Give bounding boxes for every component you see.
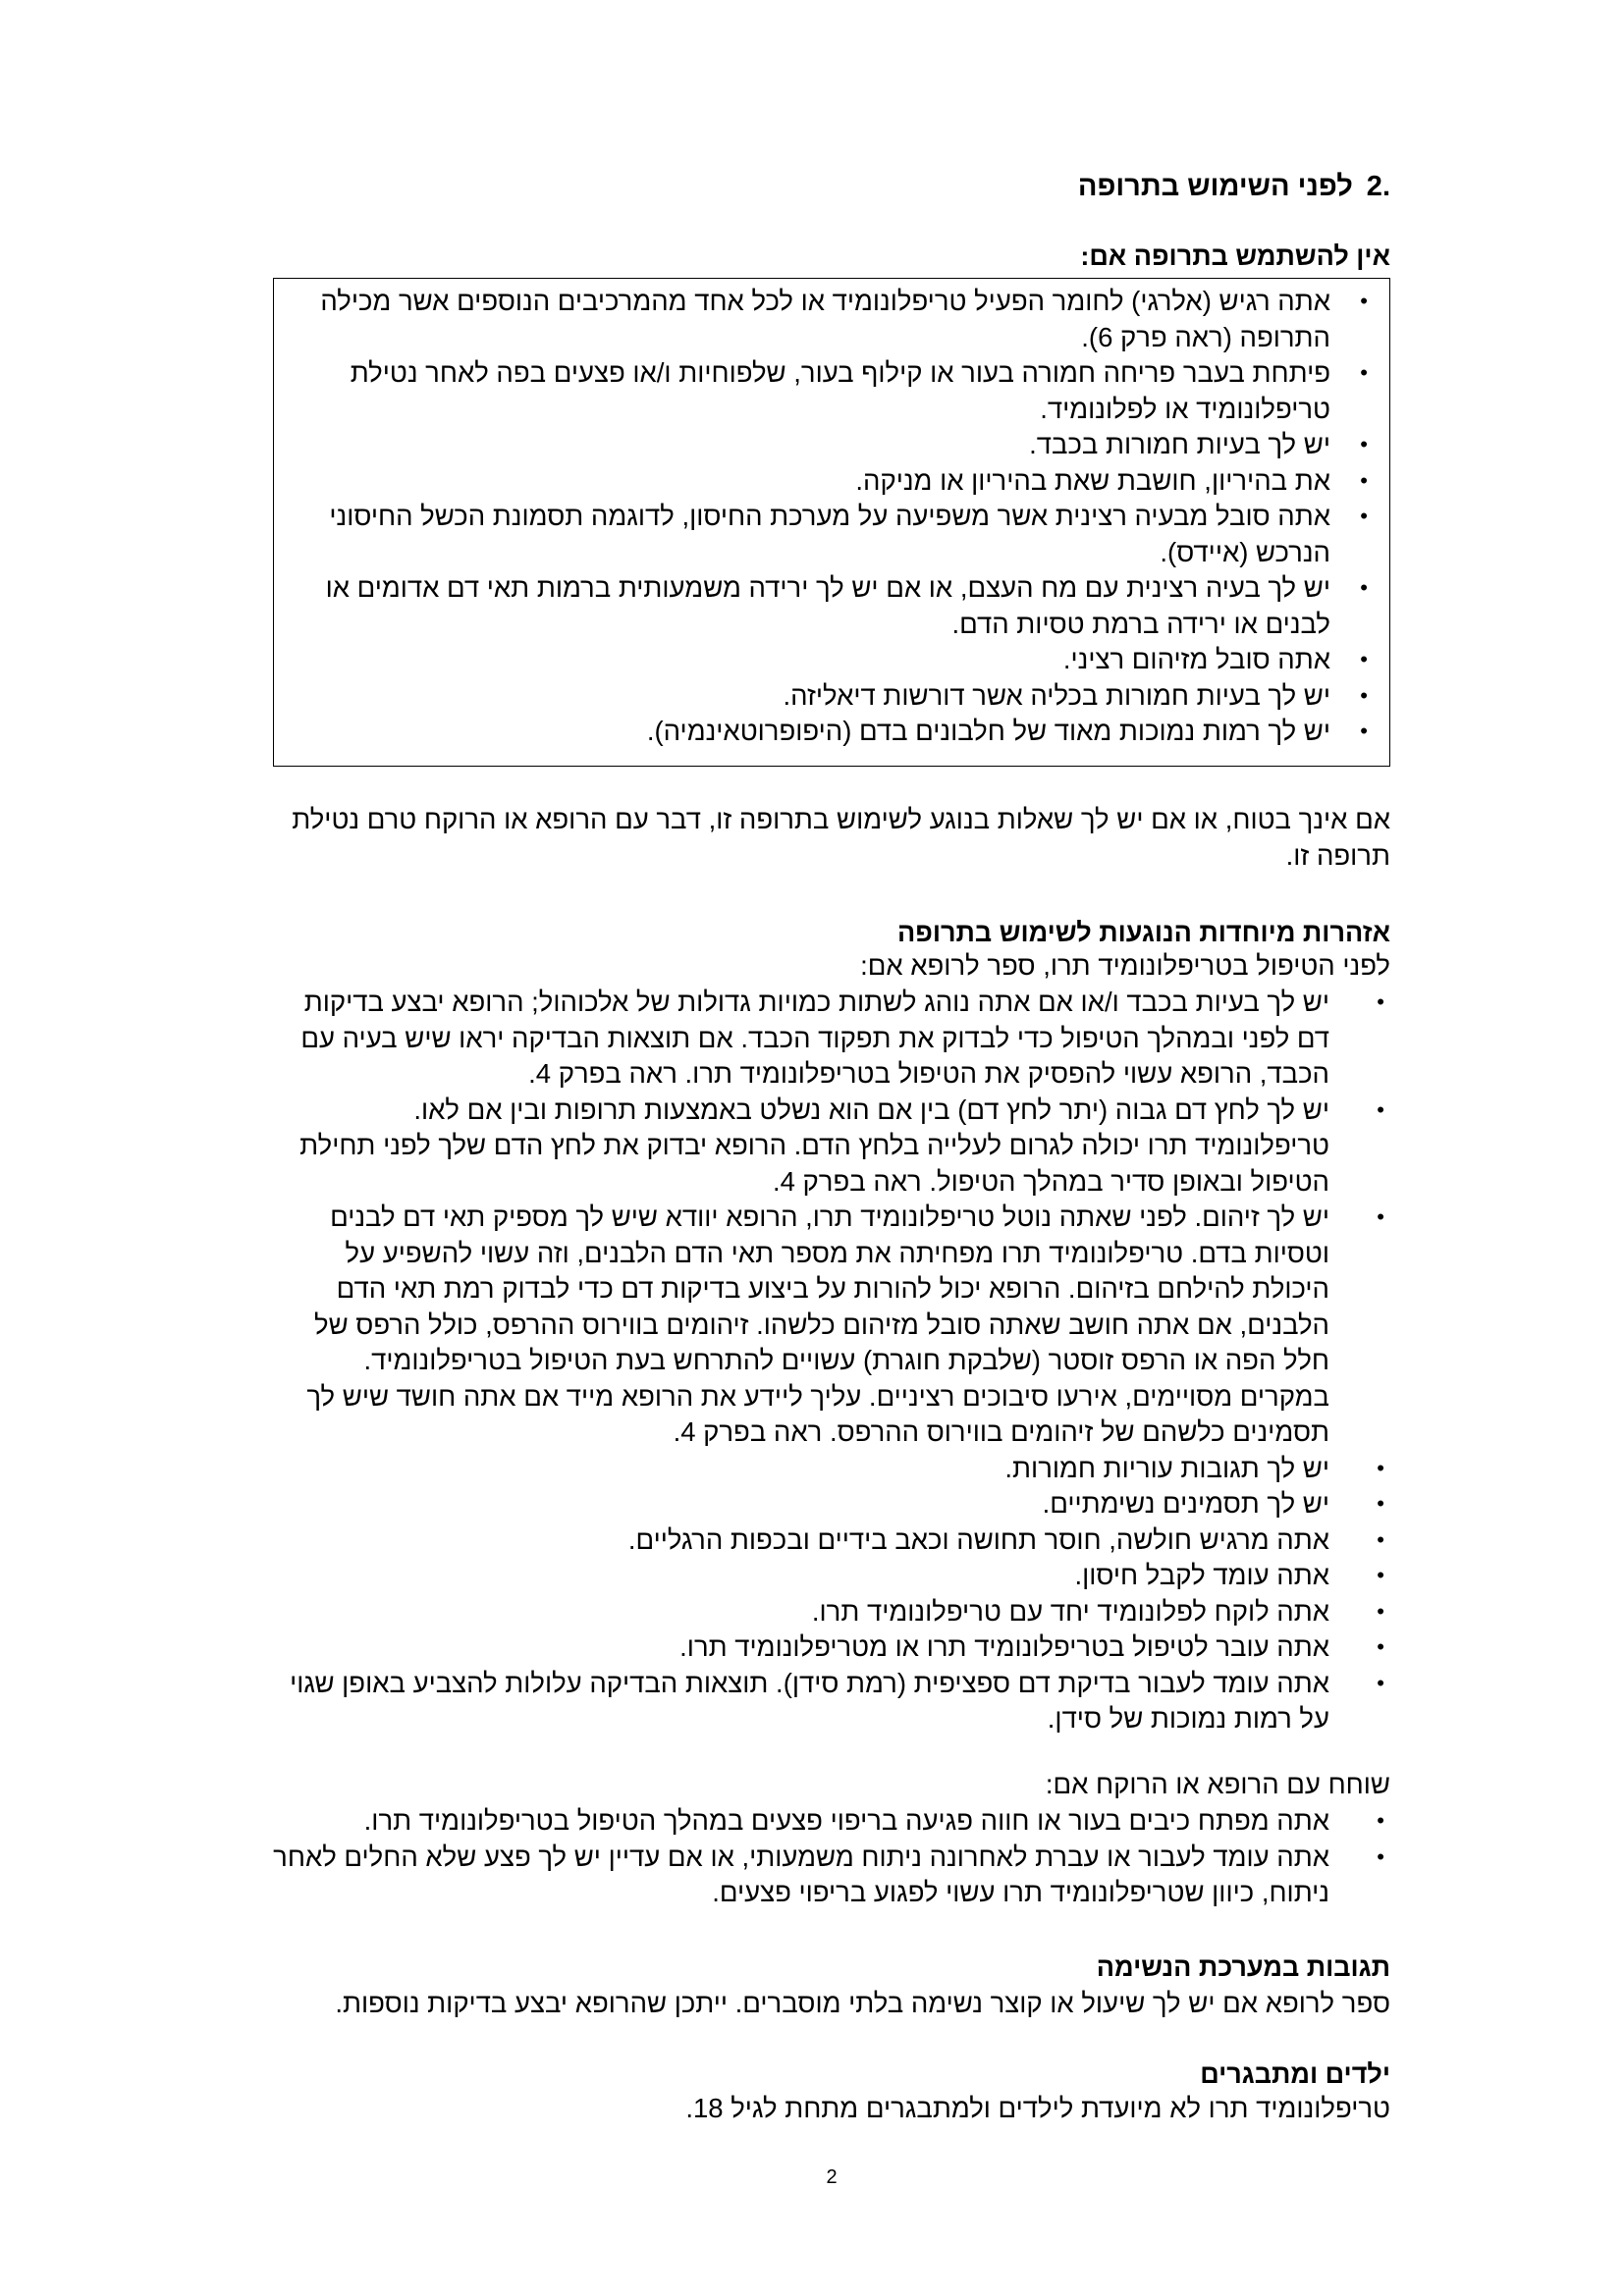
list-item: [273, 1451, 1390, 1487]
list-item-text: יש לך תסמינים נשימתיים.: [1042, 1488, 1329, 1519]
bullet-icon: •: [1377, 1204, 1384, 1229]
bullet-icon: •: [1360, 504, 1368, 528]
section-title: לפני השימוש בתרופה: [1077, 171, 1353, 202]
bullet-icon: •: [1377, 1808, 1384, 1833]
list-item: [273, 1803, 1390, 1840]
list-item-text: אתה סובל מבעיה רצינית אשר משפיעה על מערכת החיסון, לדוגמה תסמונת הכשל החיסוני הנרכש (איידס).: [329, 501, 1330, 567]
talk-doctor-list-block: [273, 1803, 1390, 1911]
list-item: [273, 1522, 1390, 1559]
list-item-text: אתה עומד לקבל חיסון.: [1074, 1560, 1329, 1590]
list-item: [273, 1093, 1390, 1201]
talk-doctor-intro: שוחח עם הרופא או הרוקח אם:: [1045, 1769, 1390, 1799]
list-item: [273, 985, 1390, 1093]
list-item-text: יש לך לחץ דם גבוה (יתר לחץ דם) בין אם הוא נשלט באמצעות תרופות ובין אם לאו. טריפלונומיד תרו יכולה לגרום לעלייה בלחץ הדם. הרופא יבדוק את לחץ הדם שלך לפני תחילת הטיפול ובאופן סדיר במהלך הטיפול. ראה בפרק 4.: [299, 1094, 1329, 1197]
bullet-icon: •: [1377, 1563, 1384, 1587]
list-item: [286, 714, 1368, 750]
list-item: [286, 678, 1368, 715]
bullet-icon: •: [1377, 1634, 1384, 1659]
children-heading: ילדים ומתבגרים: [1200, 2059, 1390, 2089]
bullet-icon: •: [1360, 360, 1368, 385]
list-item-text: אתה עומד לעבור בדיקת דם ספציפית (רמת סידן). תוצאות הבדיקה עלולות להצביע באופן שגוי על רמות נמוכות של סידן.: [290, 1667, 1329, 1734]
bullet-icon: •: [1360, 575, 1368, 600]
list-item: [273, 1200, 1390, 1451]
list-item: [273, 1840, 1390, 1911]
respiratory-heading: תגובות במערכת הנשימה: [1096, 1952, 1390, 1982]
list-item-text: אתה עובר לטיפול בטריפלונומיד תרו או מטריפלונומיד תרו.: [679, 1631, 1329, 1662]
contraindications-list: [286, 284, 1368, 750]
list-item-text: אתה עומד לעבור או עברת לאחרונה ניתוח משמעותי, או אם עדיין יש לך פצע שלא החלים לאחר ניתוח, כיוון שטריפלונומיד תרו עשוי לפגוע בריפוי פצעים.: [273, 1841, 1329, 1907]
unsure-paragraph: אם אינך בטוח, או אם יש לך שאלות בנוגע לשימוש בתרופה זו, דבר עם הרופא או הרוקח טרם נטילת תרופה זו.: [292, 804, 1390, 871]
list-item-text: אתה רגיש (אלרגי) לחומר הפעיל טריפלונומיד או לכל אחד מהמרכיבים הנוספים אשר מכילה התרופה (ראה פרק 6).: [320, 286, 1330, 352]
bullet-icon: •: [1360, 467, 1368, 493]
list-item: [286, 499, 1368, 570]
warnings-list: [273, 985, 1390, 1737]
bullet-icon: •: [1377, 1843, 1384, 1869]
bullet-icon: •: [1377, 989, 1384, 1014]
list-item: [273, 1594, 1390, 1630]
list-item: [286, 570, 1368, 642]
children-text: טריפלונומיד תרו לא מיועדת לילדים ולמתבגרים מתחת לגיל 18.: [685, 2093, 1390, 2123]
list-item-text: יש לך תגובות עוריות חמורות.: [1004, 1452, 1329, 1483]
section-number: .2: [1366, 171, 1390, 202]
do-not-use-heading: אין להשתמש בתרופה אם:: [1080, 241, 1390, 271]
list-item-text: יש לך בעיה רצינית עם מח העצם, או אם יש לך ירידה משמעותית ברמות תאי דם אדומים או לבנים או ירידה ברמת טסיות הדם.: [325, 572, 1330, 639]
talk-doctor-list: [273, 1803, 1390, 1911]
list-item-text: יש לך בעיות בכבד ו/או אם אתה נוהג לשתות כמויות גדולות של אלכוהול; הרופא יבצע בדיקות דם לפני ובמהלך הטיפול כדי לבדוק את תפקוד הכבד. אם תוצאות הבדיקה יראו שיש בעיה עם הכבד, הרופא עשוי להפסיק את הטיפול בטריפלונומיד תרו. ראה בפרק 4.: [300, 987, 1329, 1089]
list-item-text: אתה סובל מזיהום רציני.: [1062, 644, 1330, 674]
list-item: [286, 427, 1368, 463]
bullet-icon: •: [1360, 289, 1368, 313]
bullet-icon: •: [1360, 682, 1368, 708]
list-item-text: יש לך זיהום. לפני שאתה נוטל טריפלונומיד תרו, הרופא יוודא שיש לך מספיק תאי דם לבנים וטסיות בדם. טריפלונומיד תרו מפחיתה את מספר תאי הדם הלבנים, וזה עשוי להשפיע על היכולת להילחם בזיהום. הרופא יכול להורות על ביצוע בדיקות דם כדי לבדוק רמת תאי הדם הלבנים, אם אתה חושב שאתה סובל מזיהום כלשהו. זיהומים בווירוס ההרפס, כולל הרפס של חלל הפה או הרפס זוסטר (שלבקת חוגרת) עשויים להתרחש בעת הטיפול בטריפלונומיד. במקרים מסויימים, אירעו סיבוכים רציניים. עליך ליידע את הרופא מייד אם אתה חושד שיש לך תסמינים כלשהם של זיהומים בווירוס ההרפס. ראה בפרק 4.: [306, 1201, 1329, 1447]
contraindications-box: [273, 278, 1390, 767]
list-item: [286, 355, 1368, 427]
list-item: [273, 1666, 1390, 1737]
list-item-text: את בהיריון, חושבת שאת בהיריון או מניקה.: [855, 464, 1330, 496]
list-item: [273, 1629, 1390, 1666]
list-item-text: יש לך בעיות חמורות בכליה אשר דורשות דיאליזה.: [783, 679, 1330, 711]
page-number: 2: [826, 2166, 838, 2188]
bullet-icon: •: [1360, 719, 1368, 743]
bullet-icon: •: [1377, 1491, 1384, 1516]
section-heading: [1078, 169, 1390, 205]
bullet-icon: •: [1360, 432, 1368, 456]
list-item-text: פיתחת בעבר פריחה חמורה בעור או קילוף בעור, שלפוחיות ו/או פצעים בפה לאחר נטילת טריפלונומיד או לפלונומיד.: [350, 357, 1330, 424]
list-item-text: אתה מפתח כיבים בעור או חווה פגיעה בריפוי פצעים במהלך הטיפול בטריפלונומיד תרו.: [363, 1805, 1329, 1836]
warnings-intro: לפני הטיפול בטריפלונומיד תרו, ספר לרופא אם:: [860, 950, 1390, 981]
bullet-icon: •: [1377, 1526, 1384, 1552]
list-item: [286, 642, 1368, 678]
respiratory-text: ספר לרופא אם יש לך שיעול או קוצר נשימה בלתי מוסברים. ייתכן שהרופא יבצע בדיקות נוספות.: [335, 1988, 1390, 2018]
list-item-text: יש לך רמות נמוכות מאוד של חלבונים בדם (היפופרוטאינמיה).: [646, 716, 1330, 746]
list-item: [273, 1486, 1390, 1522]
list-item-text: אתה לוקח לפלונומיד יחד עם טריפלונומיד תרו.: [811, 1595, 1329, 1627]
bullet-icon: •: [1377, 1670, 1384, 1695]
bullet-icon: •: [1377, 1455, 1384, 1480]
warnings-heading: אזהרות מיוחדות הנוגעות לשימוש בתרופה: [897, 918, 1390, 947]
list-item: [286, 284, 1368, 355]
list-item: [286, 463, 1368, 500]
document-page: [273, 0, 1390, 2296]
list-item-text: אתה מרגיש חולשה, חוסר תחושה וכאב בידיים ובכפות הרגליים.: [627, 1523, 1329, 1555]
list-item: [273, 1558, 1390, 1594]
bullet-icon: •: [1377, 1096, 1384, 1122]
warnings-list-block: [273, 985, 1390, 1737]
bullet-icon: •: [1377, 1598, 1384, 1624]
bullet-icon: •: [1360, 647, 1368, 671]
list-item-text: יש לך בעיות חמורות בכבד.: [1029, 429, 1330, 459]
